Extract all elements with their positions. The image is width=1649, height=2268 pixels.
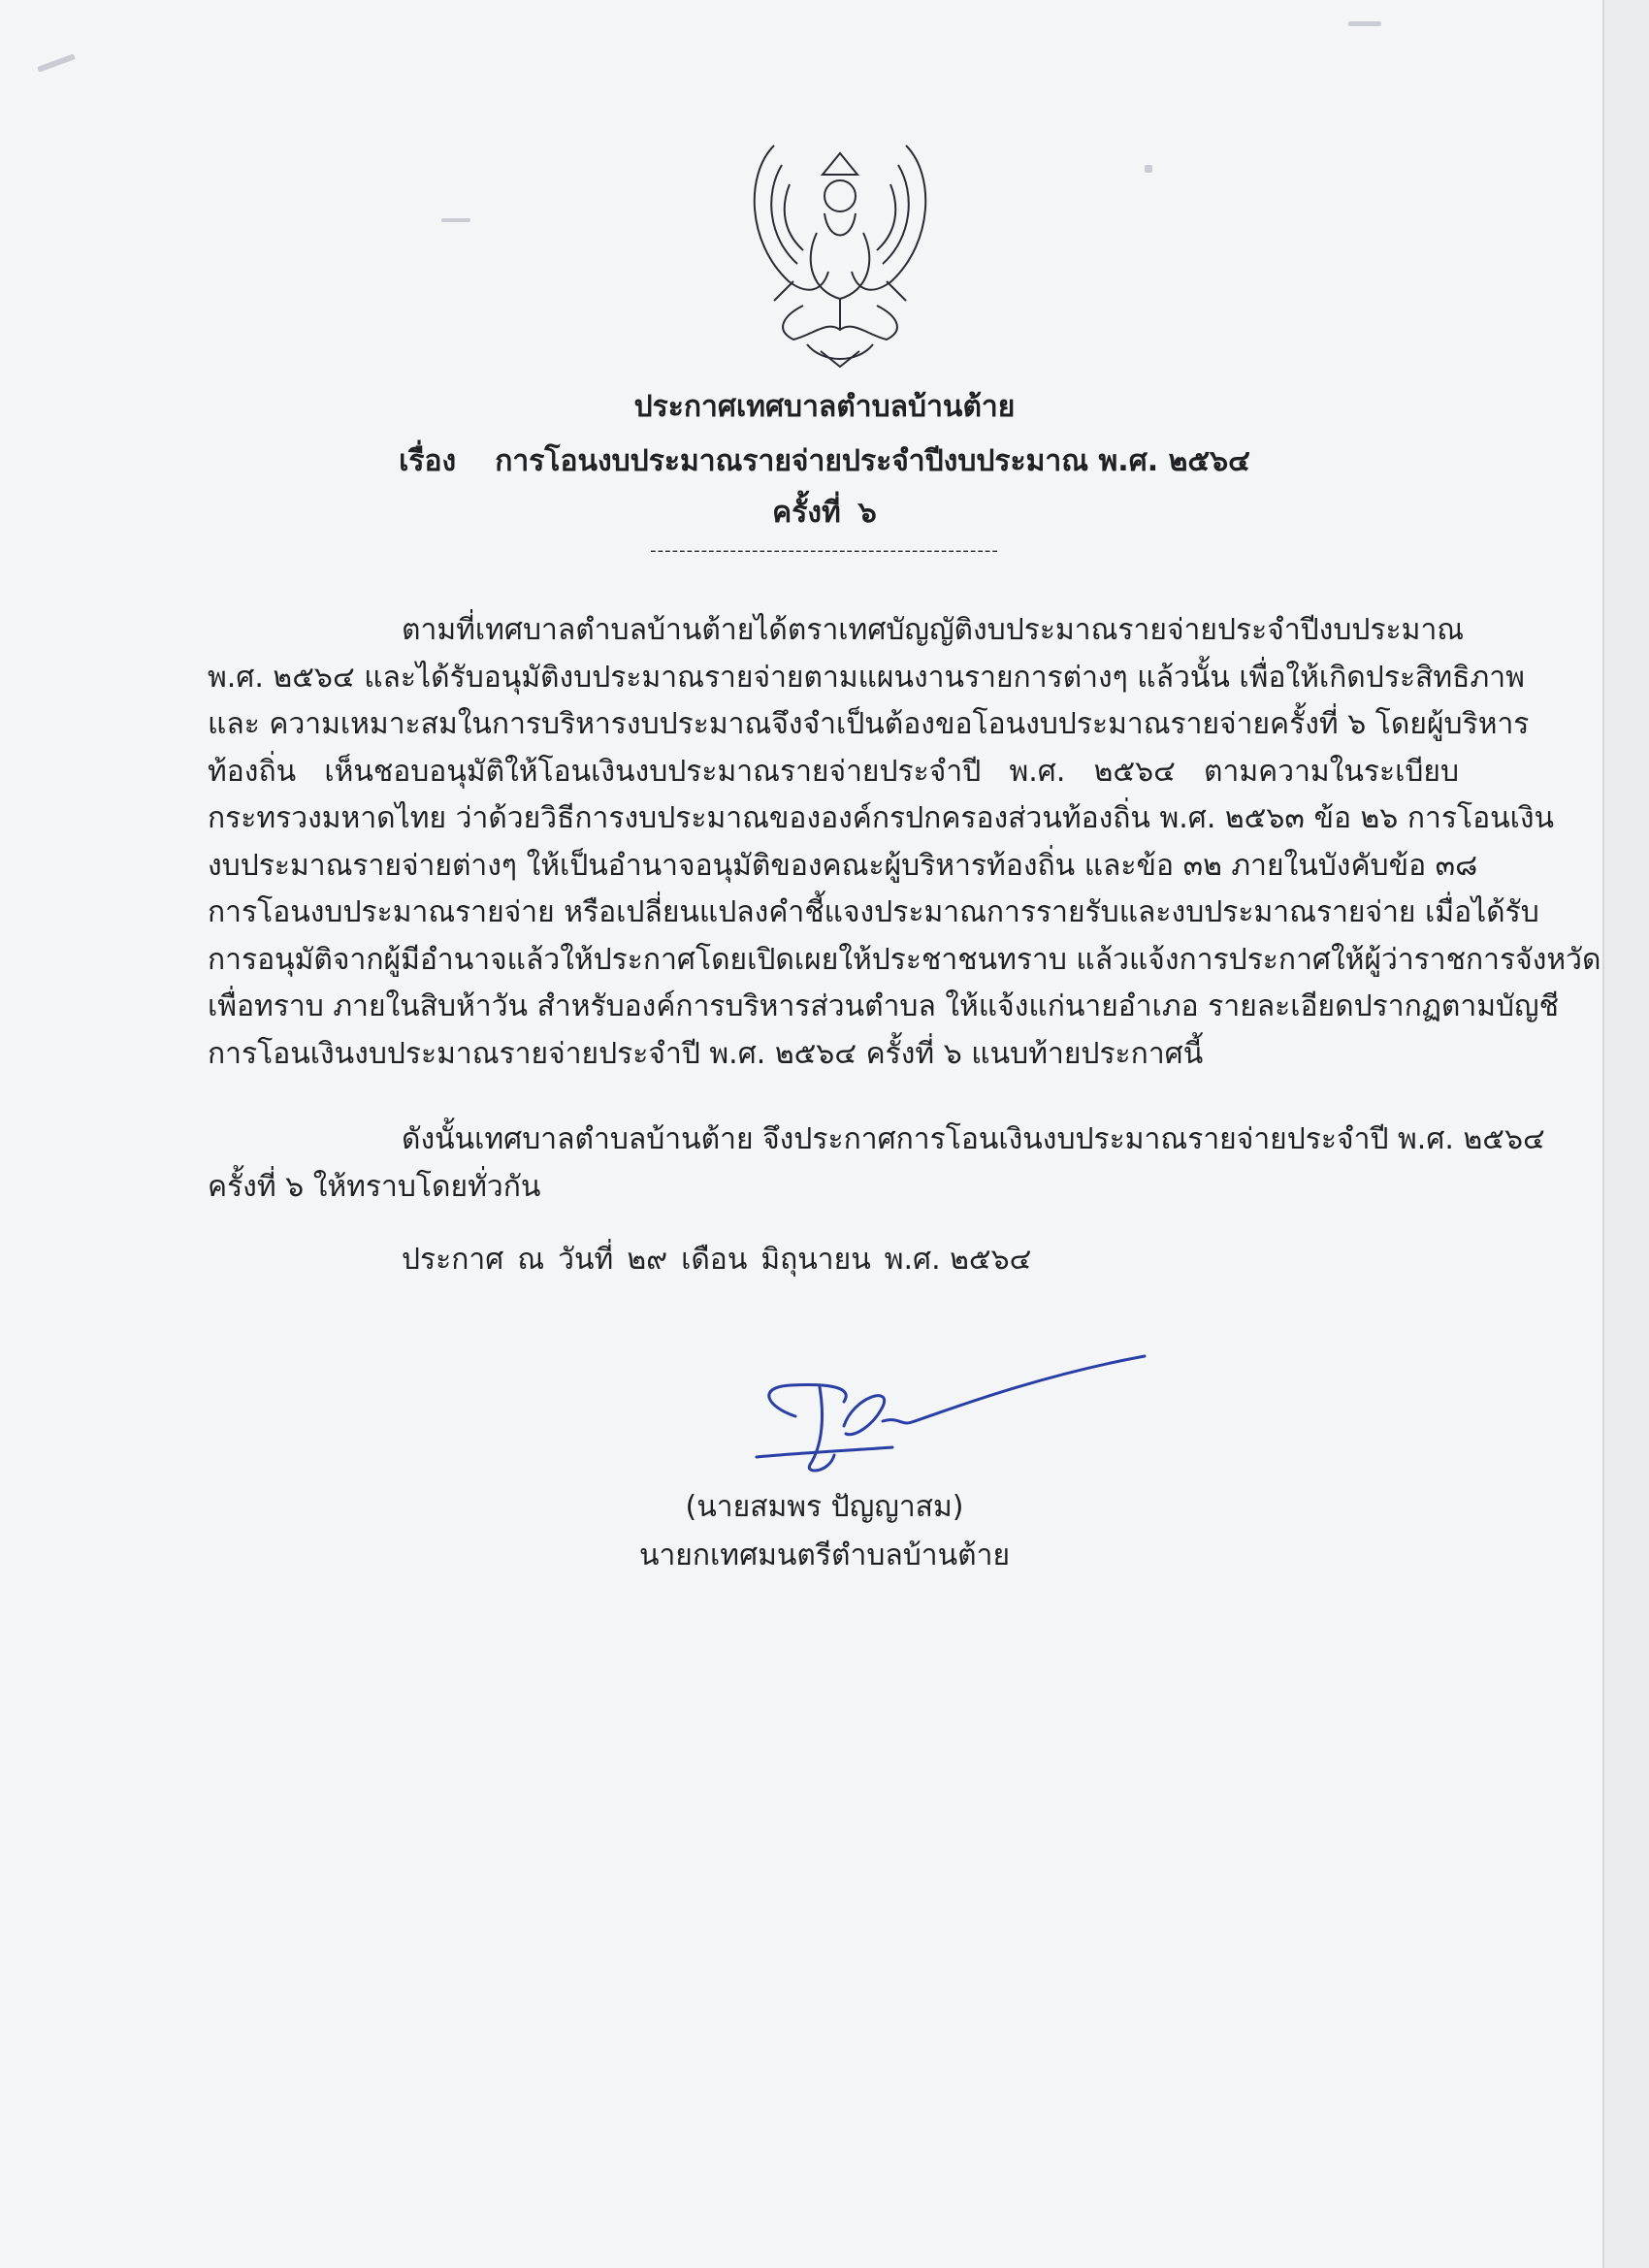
paragraph-line: ท้องถิ่น เห็นชอบอนุมัติให้โอนเงินงบประมาณรายจ่ายประจำปี พ.ศ. ๒๕๖๔ ตามความในระเบียบ [208,754,1459,789]
scan-mark [441,218,470,222]
paragraph-line: ดังนั้นเทศบาลตำบลบ้านต้าย จึงประกาศการโอนเงินงบประมาณรายจ่ายประจำปี พ.ศ. ๒๕๖๔ [402,1122,1545,1156]
paragraph-line: การอนุมัติจากผู้มีอำนาจแล้วให้ประกาศโดยเปิดเผยให้ประชาชนทราบ แล้วแจ้งการประกาศให้ผู้ว่าราชการจังหวัด [208,942,1601,977]
paragraph-line: และ ความเหมาะสมในการบริหารงบประมาณจึงจำเป็นต้องขอโอนงบประมาณรายจ่ายครั้งที่ ๖ โดยผู้บริหาร [208,707,1530,741]
scan-mark [1348,21,1381,26]
paragraph-line: งบประมาณรายจ่ายต่างๆ ให้เป็นอำนาจอนุมัติของคณะผู้บริหารท้องถิ่น และข้อ ๓๒ ภายในบังคับข้อ ๓๘ [208,848,1478,883]
round-line [0,490,1604,535]
scan-mark [1145,165,1152,173]
paragraph-line: กระทรวงมหาดไทย ว่าด้วยวิธีการงบประมาณขององค์กรปกครองส่วนท้องถิ่น พ.ศ. ๒๕๖๓ ข้อ ๒๖ การโอนเงิน [208,801,1555,835]
subject-label: เรื่อง [399,444,457,478]
date-day-label: วันที่ [558,1243,614,1277]
paragraph-line: การโอนงบประมาณรายจ่าย หรือเปลี่ยนแปลงคำชี้แจงประมาณการรายรับและงบประมาณรายจ่าย เมื่อได้รับ [208,895,1539,929]
paragraph-line: ตามที่เทศบาลตำบลบ้านต้ายได้ตราเทศบัญญัติงบประมาณรายจ่ายประจำปีงบประมาณ [402,613,1465,647]
round-number: ๖ [857,496,877,530]
date-month-label: เดือน [681,1243,748,1277]
document-title: ประกาศเทศบาลตำบลบ้านต้าย [633,390,1016,424]
garuda-emblem-icon [735,136,945,369]
scan-mark [37,53,76,72]
separator-line: ------------------------------------------------ [650,540,999,561]
paragraph-line: ครั้งที่ ๖ ให้ทราบโดยทั่วกัน [208,1169,541,1204]
signature-mark [737,1348,1164,1484]
date-day: ๒๙ [627,1243,668,1277]
paragraph-line: การโอนเงินงบประมาณรายจ่ายประจำปี พ.ศ. ๒๕๖๔ ครั้งที่ ๖ แนบท้ายประกาศนี้ [208,1036,1204,1071]
subject-text: การโอนงบประมาณรายจ่ายประจำปีงบประมาณ พ.ศ. ๒๕๖๔ [495,444,1250,478]
subject-line [0,438,1604,484]
date-year: พ.ศ. ๒๕๖๔ [884,1243,1032,1277]
paragraph-line: เพื่อทราบ ภายในสิบห้าวัน สำหรับองค์การบริหารส่วนตำบล ให้แจ้งแก่นายอำเภอ รายละเอียดปรากฏตามบัญชี [208,989,1559,1023]
signatory-name: (นายสมพร ปัญญาสม) [685,1490,964,1524]
date-label: ประกาศ [402,1243,504,1277]
paragraph-announcement [208,607,1601,1078]
paragraph-line: พ.ศ. ๒๕๖๔ และได้รับอนุมัติงบประมาณรายจ่ายตามแผนงานรายการต่างๆ แล้วนั้น เพื่อให้เกิดประสิทธิภาพ [208,660,1525,695]
date-month: มิถุนายน [760,1243,871,1277]
round-label: ครั้งที่ [772,496,841,530]
announcement-date [402,1237,1045,1282]
paragraph-conclusion [208,1117,1545,1211]
signatory-position: นายกเทศมนตรีตำบลบ้านต้าย [638,1539,1011,1572]
date-at: ณ [517,1243,545,1277]
